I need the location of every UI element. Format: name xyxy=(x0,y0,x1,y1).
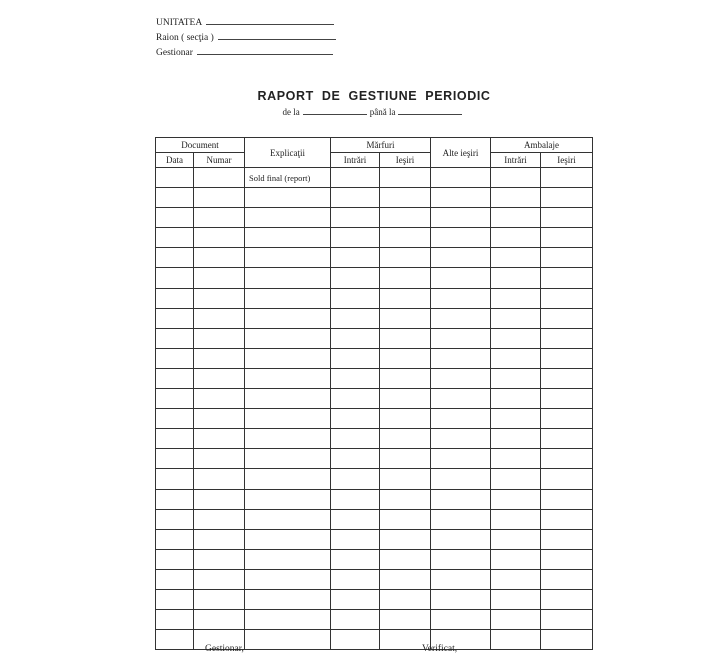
table-cell xyxy=(331,630,380,650)
table-cell xyxy=(431,389,491,409)
table-cell xyxy=(245,610,331,630)
table-cell xyxy=(431,168,491,188)
table-cell xyxy=(491,268,541,288)
table-cell xyxy=(194,188,245,208)
table-cell xyxy=(156,268,194,288)
table-cell xyxy=(380,308,431,328)
table-cell xyxy=(156,348,194,368)
table-cell xyxy=(245,589,331,609)
table-cell xyxy=(491,489,541,509)
table-cell xyxy=(431,589,491,609)
table-cell xyxy=(245,328,331,348)
table-cell xyxy=(331,610,380,630)
table-cell xyxy=(491,348,541,368)
table-row xyxy=(156,469,593,489)
gestionar-field xyxy=(156,46,333,59)
table-cell xyxy=(331,489,380,509)
table-cell xyxy=(541,429,593,449)
table-cell xyxy=(156,489,194,509)
table-cell xyxy=(194,208,245,228)
table-row xyxy=(156,409,593,429)
header-explicatii: Explicaţii xyxy=(245,138,331,168)
table-row xyxy=(156,368,593,388)
table-cell xyxy=(331,368,380,388)
table-cell xyxy=(156,228,194,248)
table-cell xyxy=(194,328,245,348)
table-cell xyxy=(331,328,380,348)
table-cell xyxy=(331,288,380,308)
table-cell xyxy=(541,389,593,409)
table-cell xyxy=(245,368,331,388)
table-cell xyxy=(194,429,245,449)
table-cell xyxy=(491,549,541,569)
table-cell xyxy=(431,268,491,288)
table-cell xyxy=(431,328,491,348)
table-cell xyxy=(431,529,491,549)
table-cell xyxy=(245,409,331,429)
table-cell xyxy=(156,248,194,268)
table-cell xyxy=(380,368,431,388)
table-cell xyxy=(156,509,194,529)
header-ambalaje: Ambalaje xyxy=(491,138,593,153)
table-cell xyxy=(431,469,491,489)
header-ambalaje-iesiri: Ieşiri xyxy=(541,153,593,168)
table-cell xyxy=(194,228,245,248)
table-cell xyxy=(431,449,491,469)
table-cell xyxy=(380,348,431,368)
table-cell xyxy=(331,308,380,328)
table-cell xyxy=(491,529,541,549)
table-cell xyxy=(541,610,593,630)
table-cell xyxy=(156,389,194,409)
table-cell xyxy=(156,368,194,388)
table-cell xyxy=(380,168,431,188)
page-title: RAPORT DE GESTIUNE PERIODIC xyxy=(257,89,491,103)
table-cell xyxy=(431,489,491,509)
table-cell xyxy=(380,529,431,549)
table-cell xyxy=(245,228,331,248)
table-cell xyxy=(431,569,491,589)
header-alte-iesiri: Alte ieşiri xyxy=(431,138,491,168)
table-cell xyxy=(431,368,491,388)
table-cell xyxy=(156,409,194,429)
table-cell xyxy=(194,509,245,529)
table-cell xyxy=(431,288,491,308)
table-row xyxy=(156,389,593,409)
table-cell xyxy=(194,248,245,268)
table-cell xyxy=(156,328,194,348)
table-cell xyxy=(380,268,431,288)
table-cell xyxy=(156,469,194,489)
table-cell xyxy=(491,368,541,388)
table-cell xyxy=(156,610,194,630)
raion-field xyxy=(156,31,336,44)
table-cell xyxy=(431,409,491,429)
header-numar: Numar xyxy=(194,153,245,168)
table-cell xyxy=(156,308,194,328)
table-cell xyxy=(331,208,380,228)
table-row xyxy=(156,449,593,469)
table-cell xyxy=(541,630,593,650)
table-cell xyxy=(194,168,245,188)
table-cell xyxy=(541,569,593,589)
gestionar-blank xyxy=(197,46,333,55)
table-cell xyxy=(245,529,331,549)
table-cell xyxy=(431,429,491,449)
table-cell xyxy=(245,489,331,509)
table-cell xyxy=(331,168,380,188)
period-to-blank xyxy=(398,107,462,115)
table-cell xyxy=(491,409,541,429)
table-cell xyxy=(431,248,491,268)
table-cell xyxy=(541,449,593,469)
table-cell xyxy=(380,208,431,228)
table-cell xyxy=(541,529,593,549)
table-cell xyxy=(331,188,380,208)
table-cell xyxy=(245,308,331,328)
table-cell xyxy=(491,630,541,650)
table-cell xyxy=(541,549,593,569)
table-row xyxy=(156,308,593,328)
table-cell xyxy=(245,348,331,368)
table-cell xyxy=(491,429,541,449)
table-cell xyxy=(194,308,245,328)
table-cell xyxy=(541,188,593,208)
table-cell xyxy=(491,610,541,630)
table-cell xyxy=(541,489,593,509)
header-marfuri-intrari: Intrări xyxy=(331,153,380,168)
table-cell xyxy=(194,549,245,569)
header-ambalaje-intrari: Intrări xyxy=(491,153,541,168)
table-row xyxy=(156,168,593,188)
table-cell xyxy=(541,348,593,368)
table-row xyxy=(156,208,593,228)
ledger-body xyxy=(156,168,593,650)
table-cell xyxy=(245,449,331,469)
table-cell xyxy=(156,429,194,449)
table-cell xyxy=(245,630,331,650)
table-cell xyxy=(156,288,194,308)
table-cell xyxy=(380,449,431,469)
table-cell xyxy=(380,188,431,208)
table-cell xyxy=(156,449,194,469)
table-cell xyxy=(380,228,431,248)
raion-blank xyxy=(218,31,336,40)
table-row xyxy=(156,328,593,348)
table-cell xyxy=(380,549,431,569)
table-cell xyxy=(491,228,541,248)
table-row xyxy=(156,188,593,208)
table-cell xyxy=(541,168,593,188)
table-cell xyxy=(194,589,245,609)
raion-label: Raion ( secţia ) xyxy=(156,33,214,43)
table-row xyxy=(156,549,593,569)
table-cell xyxy=(491,389,541,409)
table-cell xyxy=(431,509,491,529)
table-cell xyxy=(194,368,245,388)
table-cell xyxy=(491,469,541,489)
footer-verificat: Verificat, xyxy=(422,644,458,654)
table-row xyxy=(156,529,593,549)
table-cell xyxy=(331,589,380,609)
table-cell xyxy=(380,248,431,268)
table-row xyxy=(156,429,593,449)
table-cell xyxy=(245,429,331,449)
table-cell xyxy=(431,228,491,248)
table-cell xyxy=(541,409,593,429)
table-cell xyxy=(331,569,380,589)
table-row xyxy=(156,268,593,288)
period-from-label: de la xyxy=(282,107,300,117)
table-cell xyxy=(245,469,331,489)
table-cell xyxy=(245,248,331,268)
table-cell xyxy=(194,529,245,549)
table-cell xyxy=(194,449,245,469)
table-cell xyxy=(331,429,380,449)
table-cell xyxy=(380,589,431,609)
table-cell xyxy=(194,389,245,409)
table-cell xyxy=(491,208,541,228)
table-row xyxy=(156,509,593,529)
table-row xyxy=(156,489,593,509)
table-cell xyxy=(541,288,593,308)
table-cell xyxy=(194,268,245,288)
table-row xyxy=(156,228,593,248)
table-cell xyxy=(491,288,541,308)
table-cell xyxy=(380,469,431,489)
table-cell xyxy=(194,409,245,429)
table-cell xyxy=(380,389,431,409)
table-cell xyxy=(491,328,541,348)
table-cell xyxy=(194,469,245,489)
ledger-table xyxy=(155,137,593,650)
table-cell xyxy=(331,469,380,489)
table-cell xyxy=(491,248,541,268)
table-cell xyxy=(194,610,245,630)
table-cell xyxy=(541,469,593,489)
table-cell xyxy=(431,208,491,228)
table-cell xyxy=(156,208,194,228)
table-cell xyxy=(331,228,380,248)
table-cell xyxy=(245,509,331,529)
table-cell xyxy=(541,308,593,328)
table-cell xyxy=(331,409,380,429)
table-cell xyxy=(331,549,380,569)
table-cell xyxy=(245,288,331,308)
table-cell xyxy=(380,509,431,529)
unitatea-field xyxy=(156,16,334,29)
table-cell xyxy=(331,248,380,268)
gestionar-label: Gestionar xyxy=(156,48,193,58)
table-cell xyxy=(491,188,541,208)
table-row xyxy=(156,610,593,630)
footer-gestionar: Gestionar, xyxy=(205,644,244,654)
header-document: Document xyxy=(156,138,245,153)
table-cell xyxy=(491,308,541,328)
table-cell xyxy=(156,529,194,549)
sold-final-cell: Sold final (report) xyxy=(245,168,331,188)
header-data: Data xyxy=(156,153,194,168)
table-cell xyxy=(245,569,331,589)
table-cell xyxy=(380,409,431,429)
table-cell xyxy=(156,569,194,589)
header-marfuri: Mărfuri xyxy=(331,138,431,153)
table-cell xyxy=(331,389,380,409)
table-cell xyxy=(431,188,491,208)
table-row xyxy=(156,589,593,609)
table-cell xyxy=(245,268,331,288)
table-row xyxy=(156,248,593,268)
table-cell xyxy=(156,188,194,208)
table-cell xyxy=(541,208,593,228)
table-cell xyxy=(541,368,593,388)
table-cell xyxy=(491,449,541,469)
table-cell xyxy=(245,208,331,228)
table-cell xyxy=(431,348,491,368)
table-cell xyxy=(541,509,593,529)
table-cell xyxy=(194,348,245,368)
table-row xyxy=(156,569,593,589)
header-marfuri-iesiri: Ieşiri xyxy=(380,153,431,168)
table-row xyxy=(156,288,593,308)
table-cell xyxy=(541,248,593,268)
table-cell xyxy=(194,489,245,509)
table-row xyxy=(156,348,593,368)
table-cell xyxy=(431,610,491,630)
table-cell xyxy=(380,429,431,449)
period-from-blank xyxy=(303,107,367,115)
table-cell xyxy=(491,589,541,609)
table-cell xyxy=(194,288,245,308)
table-cell xyxy=(331,268,380,288)
table-cell xyxy=(380,569,431,589)
table-cell xyxy=(380,610,431,630)
period-to-label: până la xyxy=(369,107,396,117)
table-cell xyxy=(331,449,380,469)
table-cell xyxy=(541,268,593,288)
unitatea-label: UNITATEA xyxy=(156,18,203,28)
table-cell xyxy=(331,509,380,529)
table-cell xyxy=(194,569,245,589)
table-cell xyxy=(245,389,331,409)
table-cell xyxy=(156,589,194,609)
table-cell xyxy=(431,549,491,569)
table-cell xyxy=(431,308,491,328)
table-cell xyxy=(380,489,431,509)
table-cell xyxy=(491,509,541,529)
table-cell xyxy=(245,188,331,208)
table-cell xyxy=(156,630,194,650)
unitatea-blank xyxy=(206,16,334,25)
table-cell xyxy=(491,569,541,589)
table-cell xyxy=(331,529,380,549)
table-cell xyxy=(380,328,431,348)
table-cell xyxy=(156,549,194,569)
table-cell xyxy=(541,328,593,348)
table-cell xyxy=(156,168,194,188)
table-cell xyxy=(245,549,331,569)
table-cell xyxy=(331,348,380,368)
table-cell xyxy=(541,589,593,609)
table-cell xyxy=(491,168,541,188)
table-cell xyxy=(380,288,431,308)
table-cell xyxy=(541,228,593,248)
period-line xyxy=(0,107,720,117)
